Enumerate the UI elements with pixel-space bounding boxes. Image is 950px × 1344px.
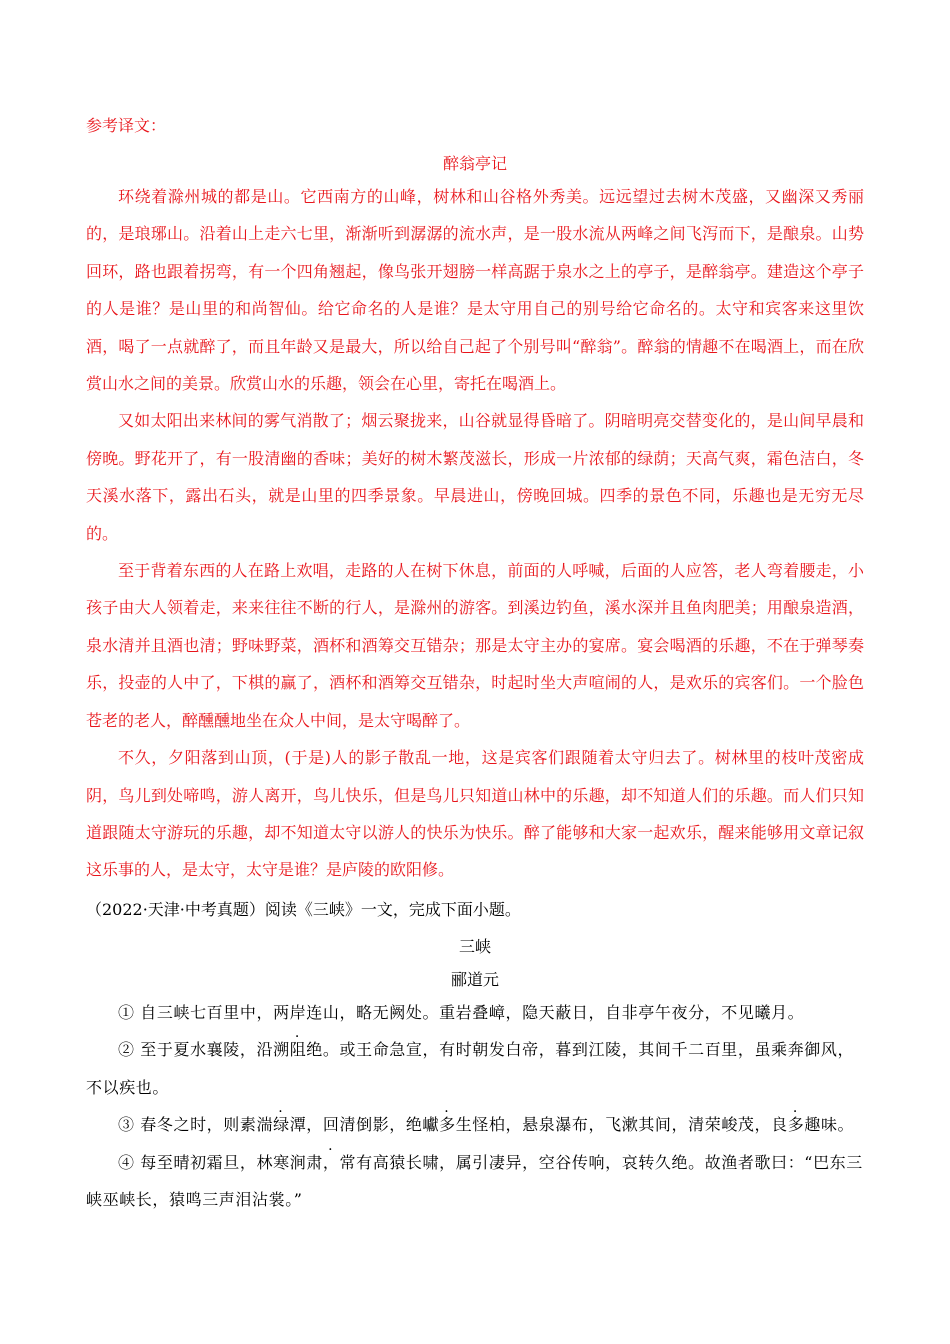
emphasis-char: 巘 bbox=[422, 1115, 440, 1135]
emphasis-char: 溯 bbox=[273, 1040, 290, 1060]
emphasis-char: 肃 bbox=[306, 1152, 323, 1172]
passage-text: 多趣味。 bbox=[787, 1115, 855, 1135]
passage-text: ，常有高猿长啸，属引凄异，空谷传响，哀转久绝。故渔者歌曰：“巴东三峡巫峡长，猿鸣三声泪沾裳。” bbox=[86, 1152, 863, 1210]
passage-paragraph-1: ① 自三峡七百里中，两岸连山，略无阙处。重岩叠嶂，隐天蔽日，自非亭午夜分，不见曦月。 bbox=[118, 1003, 805, 1022]
emphasis-char: 湍 bbox=[256, 1115, 274, 1135]
passage-text: 阻绝。或王命急宣，有时朝发白帝，暮到江陵，其间千二百里，虽乘奔御风，不以疾也。 bbox=[86, 1040, 855, 1097]
passage-text: ③ 春冬之时，则素 bbox=[118, 1115, 257, 1135]
translation-body bbox=[86, 178, 864, 889]
passage-body bbox=[86, 994, 864, 1218]
translation-paragraph-3: 至于背着东西的人在路上欢唱，走路的人在树下休息，前面的人呼喊，后面的人应答，老人弯着腰走，小孩子由大人领着走，来来往往不断的行人，是滁州的游客。到溪边钓鱼，溪水深并且鱼肉肥美；用酿泉造酒，泉水清并且酒也清；野味野菜，酒杯和酒筹交互错杂；那是太守主办的宴席。宴会喝酒的乐趣，不在于弹琴奏乐，投壶的人中了，下棋的赢了，酒杯和酒筹交互错杂，时起时坐大声喧闹的人，是欢乐的宾客们。一个脸色苍老的老人，醉醺醺地坐在众人中间，是太守喝醉了。 bbox=[86, 561, 864, 730]
translation-paragraph-2: 又如太阳出来林间的雾气消散了；烟云聚拢来，山谷就显得昏暗了。阴暗明亮交替变化的，是山间早晨和傍晚。野花开了，有一股清幽的香味；美好的树木繁茂滋长，形成一片浓郁的绿荫；天高气爽，霜色洁白，冬天溪水落下，露出石头，就是山里的四季景象。早晨进山，傍晚回城。四季的景色不同，乐趣也是无穷无尽的。 bbox=[86, 411, 864, 543]
reference-label: 参考译文： bbox=[86, 116, 167, 135]
question-source: （2022·天津·中考真题）阅读《三峡》一文，完成下面小题。 bbox=[86, 900, 521, 919]
passage-paragraph-2 bbox=[86, 1031, 864, 1106]
translation-paragraph-4: 不久，夕阳落到山顶，(于是)人的影子散乱一地，这是宾客们跟随着太守归去了。树林里的枝叶茂密成阴，鸟儿到处啼鸣，游人离开，鸟儿快乐，但是鸟儿只知道山林中的乐趣，却不知道人们的乐趣。而人们只知道跟随太守游玩的乐趣，却不知道太守以游人的快乐为快乐。醉了能够和大家一起欢乐，醒来能够用文章记叙这乐事的人，是太守，太守是谁？是庐陵的欧阳修。 bbox=[86, 748, 864, 880]
passage-title: 三峡 bbox=[458, 937, 491, 956]
translation-paragraph-1: 环绕着滁州城的都是山。它西南方的山峰，树林和山谷格外秀美。远远望过去树木茂盛，又幽深又秀丽的，是琅琊山。沿着山上走六七里，渐渐听到潺潺的流水声，是一股水流从两峰之间飞泻而下，是酿泉。山势回环，路也跟着拐弯，有一个四角翘起，像鸟张开翅膀一样高踞于泉水之上的亭子，是醉翁亭。建造这个亭子的人是谁？是山里的和尚智仙。给它命名的人是谁？是太守用自己的别号给它命名的。太守和宾客来这里饮酒，喝了一点就醉了，而且年龄又是最大，所以给自己起了个别号叫“醉翁”。醉翁的情趣不在喝酒上，而在欣赏山水之间的美景。欣赏山水的乐趣，领会在心里，寄托在喝酒上。 bbox=[86, 187, 864, 394]
passage-text: 绿潭，回清倒影，绝 bbox=[273, 1115, 423, 1135]
translation-title: 醉翁亭记 bbox=[442, 154, 507, 173]
passage-paragraph-4 bbox=[86, 1144, 864, 1219]
passage-text: ② 至于夏水襄陵，沿 bbox=[118, 1040, 274, 1060]
passage-text: ④ 每至晴初霜旦，林寒涧 bbox=[118, 1152, 307, 1172]
passage-text: 多生怪柏，悬泉瀑布，飞漱其间，清荣峻茂， bbox=[439, 1115, 772, 1135]
emphasis-char: 良 bbox=[771, 1115, 788, 1135]
passage-paragraph-3 bbox=[86, 1106, 864, 1143]
passage-author: 郦道元 bbox=[450, 970, 499, 989]
